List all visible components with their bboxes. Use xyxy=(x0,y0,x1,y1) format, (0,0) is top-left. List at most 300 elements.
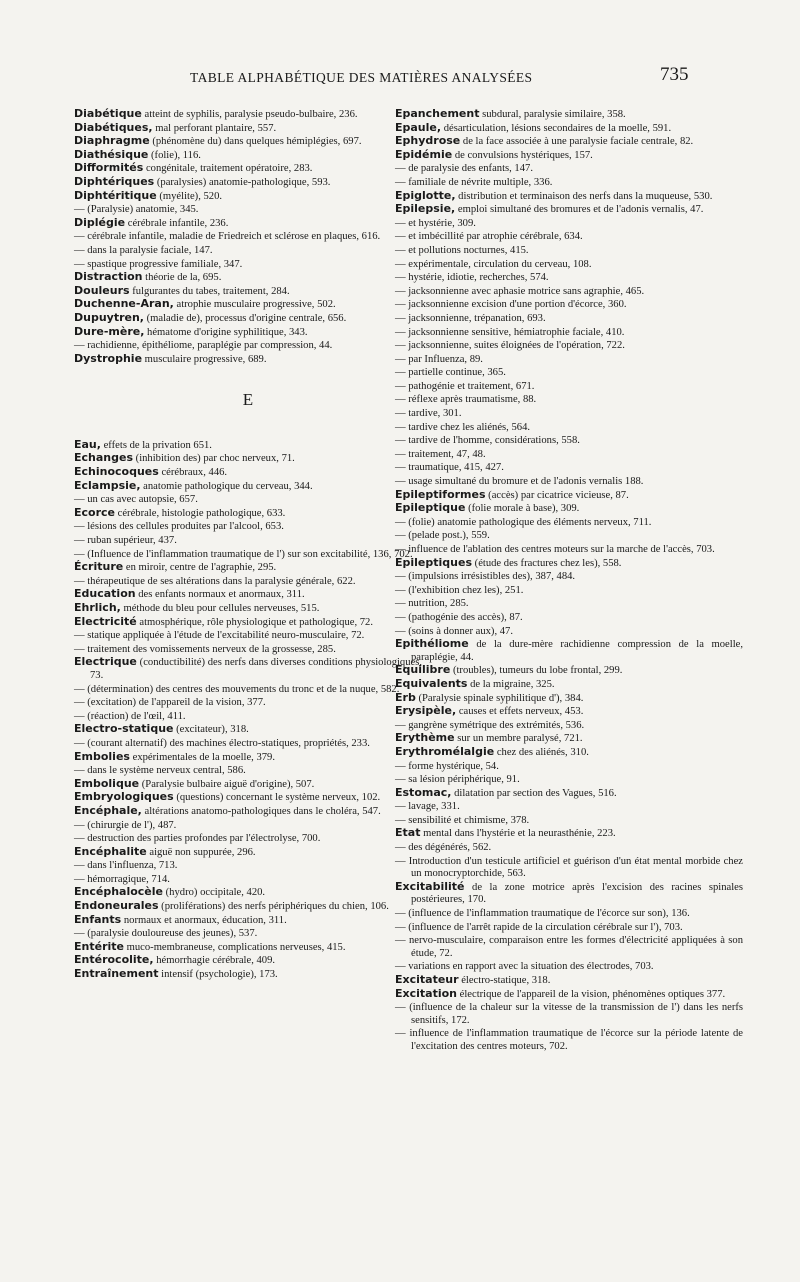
index-entry xyxy=(395,108,743,122)
index-entry-text: (étude des fractures chez les), 558. xyxy=(472,557,622,569)
index-entry-text: — tardive de l'homme, considérations, 558. xyxy=(395,435,580,447)
index-headword: Epithéliome xyxy=(395,637,469,651)
index-entry xyxy=(74,819,422,833)
index-entry xyxy=(395,122,743,136)
index-entry xyxy=(395,339,743,353)
index-entry xyxy=(395,258,743,272)
index-entry xyxy=(395,176,743,190)
index-entry xyxy=(395,162,743,176)
index-headword: Erythème xyxy=(395,731,455,745)
index-entry-text: — Introduction d'un testicule artificiel et guérison d'un état mental morbide chez un monocryptorchide, 563. xyxy=(395,855,743,880)
index-entry-text: cérébraux, 446. xyxy=(158,467,228,479)
index-headword: Erysipèle, xyxy=(395,704,457,718)
index-entry xyxy=(74,339,422,353)
index-entry xyxy=(395,489,743,503)
index-headword: Etat xyxy=(395,826,421,840)
index-entry xyxy=(74,271,422,285)
index-entry-text: — dans l'influenza, 713. xyxy=(74,860,178,872)
index-entry-text: — (pathogénie des accès), 87. xyxy=(395,611,523,623)
index-headword: Epiglotte, xyxy=(395,188,456,202)
index-entry-text: — (Influence de l'inflammation traumatique de l') sur son excitabilité, 136, 702. xyxy=(74,548,413,560)
index-entry-text: cérébrale, histologie pathologique, 633. xyxy=(115,507,286,519)
index-entry-text: sur un membre paralysé, 721. xyxy=(454,733,583,745)
index-entry xyxy=(74,561,422,575)
index-entry xyxy=(395,625,743,639)
index-entry-text: — jacksonnienne, trépanation, 693. xyxy=(395,312,546,324)
index-entry xyxy=(74,480,422,494)
index-entry xyxy=(395,841,743,855)
index-entry xyxy=(74,832,422,846)
index-entry-text: hémorrhagie cérébrale, 409. xyxy=(153,955,276,967)
index-headword: Distraction xyxy=(74,270,143,284)
index-entry-text: — pathogénie et traitement, 671. xyxy=(395,380,535,392)
index-entry-text: — nutrition, 285. xyxy=(395,598,469,610)
index-entry-text: — (soins à donner aux), 47. xyxy=(395,625,513,637)
index-entry-text: — tardive chez les aliénés, 564. xyxy=(395,421,531,433)
index-headword: Diabétique xyxy=(74,107,142,120)
index-entry xyxy=(74,710,422,724)
index-entry xyxy=(74,507,422,521)
index-entry-text: — ruban supérieur, 437. xyxy=(74,535,177,547)
index-headword: Epaule, xyxy=(395,120,442,134)
index-entry-text: méthode du bleu pour cellules nerveuses, 515. xyxy=(120,603,320,614)
index-entry-text: effets de la privation 651. xyxy=(100,439,212,451)
index-headword: Encéphale, xyxy=(74,803,142,817)
index-entry-text: — jacksonnienne excision d'une portion d'écorce, 360. xyxy=(395,299,627,311)
index-entry xyxy=(74,520,422,534)
index-entry-text: expérimentales de la moelle, 379. xyxy=(129,751,275,763)
index-entry-text: (troubles), tumeurs du lobe frontal, 299. xyxy=(450,665,623,677)
index-entry xyxy=(395,855,743,881)
index-entry-text: fulgurantes du tabes, traitement, 284. xyxy=(129,285,290,297)
index-entry xyxy=(74,791,422,805)
index-entry xyxy=(395,502,743,516)
index-entry xyxy=(395,543,743,557)
index-headword: Echinocoques xyxy=(74,465,159,479)
index-entry-text: de la zone motrice après l'excision des racines spinales postérieures, 170. xyxy=(411,881,743,906)
index-entry-text: — hystérie, idiotie, recherches, 574. xyxy=(395,272,549,284)
index-entry xyxy=(395,732,743,746)
index-entry xyxy=(395,298,743,312)
index-headword: Entraînement xyxy=(74,967,159,981)
index-headword: Dure-mère, xyxy=(74,324,145,338)
index-entry xyxy=(395,516,743,530)
index-entry xyxy=(395,787,743,801)
index-entry-text: — cérébrale infantile, maladie de Friedreich et sclérose en plaques, 616. xyxy=(74,231,381,243)
index-entry-text: (folie morale à base), 309. xyxy=(465,503,580,515)
index-entry xyxy=(395,705,743,719)
page-number: 735 xyxy=(660,64,689,85)
index-entry xyxy=(74,900,422,914)
index-entry xyxy=(395,135,743,149)
index-entry xyxy=(74,298,422,312)
index-headword: Education xyxy=(74,587,136,601)
index-entry xyxy=(395,190,743,204)
index-entry-text: — (influence de la chaleur sur la vitesse de la transmission de l') dans les nerfs sensitifs, 172. xyxy=(395,1002,743,1026)
index-entry xyxy=(74,122,422,136)
index-entry-text: des enfants normaux et anormaux, 311. xyxy=(135,589,305,601)
index-entry-text: — des dégénérés, 562. xyxy=(395,842,492,854)
index-entry xyxy=(74,778,422,792)
index-column-left xyxy=(74,108,422,982)
index-entry xyxy=(395,570,743,584)
index-entry xyxy=(74,805,422,819)
index-headword: Encéphalocèle xyxy=(74,885,163,899)
index-headword: Diplégie xyxy=(74,215,126,229)
index-entry xyxy=(395,584,743,598)
index-entry xyxy=(74,203,422,217)
index-entry-text: — jacksonnienne, suites éloignées de l'opération, 722. xyxy=(395,340,625,352)
index-headword: Epilepsie, xyxy=(395,202,456,216)
index-entry xyxy=(395,448,743,462)
index-entry xyxy=(74,629,422,643)
section-letter: E xyxy=(242,390,254,410)
index-entry xyxy=(74,588,422,602)
index-headword: Ephydrose xyxy=(395,134,461,148)
index-entry-text: (maladie de), processus d'origine centrale, 656. xyxy=(144,312,347,324)
index-entry xyxy=(395,1027,743,1053)
index-entry-text: de la migraine, 325. xyxy=(467,678,555,690)
index-entry-text: (questions) concernant le système nerveux, 102. xyxy=(173,792,381,804)
index-entry xyxy=(395,814,743,828)
index-entry-text: — par Influenza, 89. xyxy=(395,353,483,365)
index-entry xyxy=(395,312,743,326)
index-entry-text: — influence de l'inflammation traumatique de l'écorce sur la période latente de l'excitation des centres moteurs, 702. xyxy=(395,1028,743,1052)
index-entry xyxy=(74,162,422,176)
index-entry-text: — jacksonnienne sensitive, hémiatrophie faciale, 410. xyxy=(395,326,625,338)
index-entry-text: musculaire progressive, 689. xyxy=(142,353,267,365)
index-entry-text: — (détermination) des centres des mouvements du tronc et de la nuque, 582. xyxy=(74,683,400,695)
index-entry-text: cérébrale infantile, 236. xyxy=(125,217,229,229)
index-entry xyxy=(74,135,422,149)
index-entry xyxy=(395,353,743,367)
index-entry xyxy=(395,326,743,340)
index-entry xyxy=(395,907,743,921)
index-entry-text: — variations en rapport avec la situation des électrodes, 703. xyxy=(395,961,654,973)
index-entry xyxy=(74,616,422,630)
index-headword: Echanges xyxy=(74,451,134,465)
index-entry-text: — (excitation) de l'appareil de la vision, 377. xyxy=(74,697,266,709)
index-entry-text: — dans la paralysie faciale, 147. xyxy=(74,244,213,256)
index-headword: Equilibre xyxy=(395,663,451,677)
index-headword: Epileptique xyxy=(395,501,466,515)
index-headword: Duchenne-Aran, xyxy=(74,297,174,311)
index-entry-text: — expérimentale, circulation du cerveau, 108. xyxy=(395,258,592,270)
index-headword: Epileptiformes xyxy=(395,487,486,501)
index-entry xyxy=(395,230,743,244)
index-headword: Electro-statique xyxy=(74,722,174,736)
index-entry xyxy=(395,881,743,907)
index-entry xyxy=(74,886,422,900)
index-entry-text: électro-statique, 318. xyxy=(458,975,551,986)
index-entry-text: — gangrène symétrique des extrémités, 536. xyxy=(395,719,585,731)
index-headword: Diaphragme xyxy=(74,134,150,148)
index-entry xyxy=(395,407,743,421)
running-header: TABLE ALPHABÉTIQUE DES MATIÈRES ANALYSÉES xyxy=(190,70,533,85)
index-entry xyxy=(74,696,422,710)
index-entry-text: — sa lésion périphérique, 91. xyxy=(395,774,520,786)
index-entry-text: — (paralysie douloureuse des jeunes), 537. xyxy=(74,928,258,940)
index-entry xyxy=(395,921,743,935)
index-entry-text: de la dure-mère rachidienne compression de la moelle, paraplégie, 44. xyxy=(411,639,743,663)
index-entry xyxy=(395,203,743,217)
index-entry xyxy=(395,393,743,407)
index-entry-text: — (Paralysie) anatomie, 345. xyxy=(74,204,199,216)
index-entry-text: — (pelade post.), 559. xyxy=(395,530,490,542)
index-entry-text: — spastique progressive familiale, 347. xyxy=(74,258,243,270)
index-entry xyxy=(74,534,422,548)
index-entry xyxy=(74,723,422,737)
index-entry xyxy=(395,773,743,787)
index-entry xyxy=(74,683,422,697)
index-headword: Epileptiques xyxy=(395,555,473,569)
index-entry-text: — et pollutions nocturnes, 415. xyxy=(395,244,529,256)
index-entry-text: — et hystérie, 309. xyxy=(395,217,476,229)
index-headword: Eau, xyxy=(74,437,101,451)
index-entry xyxy=(395,934,743,960)
index-headword: Entérocolite, xyxy=(74,953,154,967)
index-entry-text: — familiale de névrite multiple, 336. xyxy=(395,176,553,188)
index-entry xyxy=(74,846,422,860)
index-entry-text: — (réaction) de l'œil, 411. xyxy=(74,710,186,722)
index-entry xyxy=(74,575,422,589)
index-entry-text: altérations anatomo-pathologiques dans le choléra, 547. xyxy=(141,805,381,817)
index-entry-text: théorie de la, 695. xyxy=(142,272,222,284)
index-entry xyxy=(395,475,743,489)
index-entry-text: — thérapeutique de ses altérations dans la paralysie générale, 622. xyxy=(74,575,356,587)
index-headword: Excitateur xyxy=(395,973,459,986)
index-entry-text: muco-membraneuse, complications nerveuses, 415. xyxy=(123,941,346,953)
index-entry-text: chez des aliénés, 310. xyxy=(494,746,589,758)
index-headword: Erb xyxy=(395,690,416,704)
index-entry-text: (accès) par cicatrice vicieuse, 87. xyxy=(485,489,629,501)
index-entry-text: normaux et anormaux, éducation, 311. xyxy=(121,914,287,926)
index-headword: Excitabilité xyxy=(395,879,465,893)
index-entry-text: mental dans l'hystérie et la neurasthénie, 223. xyxy=(420,828,616,840)
index-entry xyxy=(395,611,743,625)
index-entry-text: — hémorragique, 714. xyxy=(74,873,170,885)
index-entry xyxy=(74,258,422,272)
index-entry-text: — jacksonnienne avec aphasie motrice sans agraphie, 465. xyxy=(395,285,645,297)
index-entry xyxy=(395,461,743,475)
index-entry-text: — forme hystérique, 54. xyxy=(395,760,499,772)
index-entry xyxy=(74,244,422,258)
index-entry-text: — tardive, 301. xyxy=(395,408,462,420)
index-entry xyxy=(395,380,743,394)
index-entry xyxy=(74,751,422,765)
index-headword: Difformités xyxy=(74,161,144,175)
index-entry xyxy=(395,366,743,380)
index-entry-text: congénitale, traitement opératoire, 283. xyxy=(143,163,313,175)
index-entry xyxy=(395,960,743,974)
index-entry xyxy=(395,974,743,988)
index-entry-text: mal perforant plantaire, 557. xyxy=(152,122,277,134)
index-headword: Estomac, xyxy=(395,785,452,799)
index-entry xyxy=(74,968,422,982)
index-headword: Equivalents xyxy=(395,676,468,690)
index-headword: Écriture xyxy=(74,560,124,574)
index-entry xyxy=(74,285,422,299)
index-entry xyxy=(74,873,422,887)
index-headword: Excitation xyxy=(395,986,457,1000)
index-headword: Epanchement xyxy=(395,107,480,120)
index-headword: Electricité xyxy=(74,614,137,628)
index-entry xyxy=(74,548,422,562)
index-headword: Entérite xyxy=(74,939,124,953)
index-entry xyxy=(74,176,422,190)
index-entry xyxy=(395,597,743,611)
index-entry-text: électrique de l'appareil de la vision, phénomènes optiques 377. xyxy=(457,988,726,1000)
index-headword: Ecorce xyxy=(74,505,115,519)
index-entry xyxy=(74,602,422,616)
index-entry xyxy=(395,746,743,760)
index-headword: Dystrophie xyxy=(74,351,143,365)
index-entry-text: de la face associée à une paralysie faciale centrale, 82. xyxy=(460,136,694,148)
index-entry xyxy=(74,312,422,326)
index-entry-text: — rachidienne, épithéliome, paraplégie par compression, 44. xyxy=(74,340,333,352)
index-entry-text: en miroir, centre de l'agraphie, 295. xyxy=(123,562,277,574)
index-entry-text: (Paralysie bulbaire aiguë d'origine), 507. xyxy=(139,778,315,790)
index-entry-text: — lésions des cellules produites par l'alcool, 653. xyxy=(74,521,284,533)
index-entry xyxy=(395,271,743,285)
index-entry xyxy=(74,941,422,955)
index-headword: Endoneurales xyxy=(74,899,159,913)
index-entry xyxy=(395,719,743,733)
index-entry xyxy=(395,421,743,435)
index-entry xyxy=(74,927,422,941)
index-entry-text: (paralysies) anatomie-pathologique, 593. xyxy=(154,176,331,188)
index-entry xyxy=(395,529,743,543)
index-headword: Diathésique xyxy=(74,147,149,161)
index-headword: Embryologiques xyxy=(74,790,174,804)
index-entry xyxy=(395,244,743,258)
index-headword: Douleurs xyxy=(74,283,130,297)
index-entry xyxy=(395,149,743,163)
index-headword: Eclampsie, xyxy=(74,478,141,492)
index-entry-text: — sensibilité et chimisme, 378. xyxy=(395,814,530,826)
index-entry xyxy=(74,108,422,122)
index-entry xyxy=(74,230,422,244)
index-entry-text: — (chirurgie de l'), 487. xyxy=(74,819,177,831)
index-entry-text: (folie), 116. xyxy=(148,149,201,161)
index-headword: Enfants xyxy=(74,912,122,926)
index-entry xyxy=(74,643,422,657)
index-entry xyxy=(74,493,422,507)
index-entry-text: atmosphérique, rôle physiologique et pathologique, 72. xyxy=(136,616,373,628)
index-entry-text: de convulsions hystériques, 157. xyxy=(452,149,593,161)
index-entry-text: emploi simultané des bromures et de l'adonis vernalis, 47. xyxy=(455,204,704,216)
index-entry-text: — traitement, 47, 48. xyxy=(395,448,486,460)
index-entry-text: aiguë non suppurée, 296. xyxy=(146,846,256,858)
index-entry-text: anatomie pathologique du cerveau, 344. xyxy=(140,480,313,492)
index-entry-text: — usage simultané du bromure et de l'adonis vernalis 188. xyxy=(395,476,644,488)
index-headword: Epidémie xyxy=(395,147,453,161)
index-column-right xyxy=(395,108,743,1054)
index-entry-text: subdural, paralysie similaire, 358. xyxy=(479,109,626,120)
index-entry xyxy=(395,285,743,299)
index-entry-text: — (l'exhibition chez les), 251. xyxy=(395,584,524,596)
index-entry xyxy=(74,217,422,231)
index-entry xyxy=(74,466,422,480)
index-entry-text: — (courant alternatif) des machines électro-statiques, propriétés, 233. xyxy=(74,737,370,749)
index-entry-text: — lavage, 331. xyxy=(395,801,460,813)
index-entry-text: intensif (psychologie), 173. xyxy=(158,969,278,981)
index-entry-text: distribution et terminaison des nerfs dans la muqueuse, 530. xyxy=(455,190,713,202)
index-entry xyxy=(395,557,743,571)
index-entry xyxy=(74,452,422,466)
index-entry xyxy=(74,149,422,163)
index-entry-text: — (influence de l'inflammation traumatique de l'écorce sur son), 136. xyxy=(395,908,690,920)
index-entry-text: — un cas avec autopsie, 657. xyxy=(74,494,198,506)
index-entry xyxy=(395,800,743,814)
index-entry-text: (conductibilité) des nerfs dans diverses conditions physiologiques, 73. xyxy=(90,657,422,681)
index-entry-text: (phénomène du) dans quelques hémiplégies, 697. xyxy=(149,136,362,148)
index-entry-text: (hydro) occipitale, 420. xyxy=(163,887,266,899)
index-entry-text: (inhibition des) par choc nerveux, 71. xyxy=(133,453,295,465)
index-entry xyxy=(395,988,743,1002)
index-headword: Erythromélalgie xyxy=(395,744,495,758)
index-entry-text: — statique appliquée à l'étude de l'excitabilité neuro-musculaire, 72. xyxy=(74,630,365,642)
index-entry xyxy=(74,954,422,968)
index-headword: Diphtéritique xyxy=(74,188,157,202)
index-headword: Embolique xyxy=(74,776,140,790)
index-entry xyxy=(395,827,743,841)
index-entry-text: — (folie) anatomie pathologique des éléments nerveux, 711. xyxy=(395,516,652,528)
index-entry-text: — (impulsions irrésistibles des), 387, 484. xyxy=(395,571,576,583)
index-entry xyxy=(74,764,422,778)
index-entry xyxy=(74,353,422,367)
index-entry xyxy=(395,760,743,774)
index-entry xyxy=(74,656,422,682)
index-entry-text: — influence de l'ablation des centres moteurs sur la marche de l'accès, 703. xyxy=(395,544,715,555)
index-entry-text: (excitateur), 318. xyxy=(173,724,249,736)
index-entry xyxy=(395,217,743,231)
index-headword: Diphtériques xyxy=(74,174,155,188)
index-entry xyxy=(395,1001,743,1027)
index-headword: Ehrlich, xyxy=(74,601,121,614)
index-entry-text: — dans le système nerveux central, 586. xyxy=(74,765,246,777)
index-entry xyxy=(74,439,422,453)
index-entry-text: — traitement des vomissements nerveux de la grossesse, 285. xyxy=(74,643,336,655)
index-entry-text: désarticulation, lésions secondaires de la moelle, 591. xyxy=(441,122,672,134)
index-entry-text: dilatation par section des Vagues, 516. xyxy=(451,787,617,799)
index-entry-text: — destruction des parties profondes par l'électrolyse, 700. xyxy=(74,833,321,845)
index-headword: Embolies xyxy=(74,749,130,763)
index-entry-text: — partielle continue, 365. xyxy=(395,367,506,379)
index-entry-text: (Paralysie spinale syphilitique d'), 384. xyxy=(415,692,584,704)
index-entry xyxy=(74,737,422,751)
index-entry xyxy=(395,434,743,448)
index-entry-text: atteint de syphilis, paralysie pseudo-bulbaire, 236. xyxy=(141,109,358,120)
index-entry xyxy=(395,692,743,706)
index-entry-text: atrophie musculaire progressive, 502. xyxy=(173,299,336,311)
index-entry-text: — et imbécillité par atrophie cérébrale, 634. xyxy=(395,231,583,243)
index-headword: Electrique xyxy=(74,655,137,669)
index-entry-text: hématome d'origine syphilitique, 343. xyxy=(144,326,308,338)
index-entry-text: — traumatique, 415, 427. xyxy=(395,462,504,474)
index-entry xyxy=(395,638,743,664)
index-entry-text: — (influence de l'arrêt rapide de la circulation cérébrale sur l'), 703. xyxy=(395,921,683,933)
index-entry xyxy=(395,664,743,678)
index-entry xyxy=(395,678,743,692)
index-entry-text: (proliférations) des nerfs périphériques du chien, 106. xyxy=(158,901,389,913)
index-entry-text: causes et effets nerveux, 453. xyxy=(456,706,584,718)
index-entry xyxy=(74,190,422,204)
index-entry xyxy=(74,326,422,340)
index-entry-text: — de paralysie des enfants, 147. xyxy=(395,163,533,175)
index-entry xyxy=(74,859,422,873)
index-entry-text: — réflexe après traumatisme, 88. xyxy=(395,394,537,406)
